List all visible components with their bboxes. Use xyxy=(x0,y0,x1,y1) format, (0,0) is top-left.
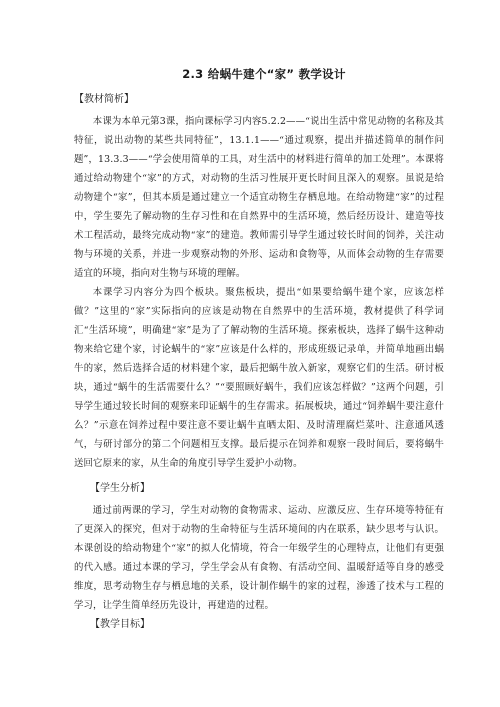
paragraph: 通过前两课的学习，学生对动物的食物需求、运动、应激反应、生存环境等特征有了更深入的探究，但对于动物的生命特征与生活环境间的内在联系，缺少思考与认识。本课创设的给动物建个“家”的拟人化情境，符合一年级学生的心理特点，让他们有更强的代入感。通过本课的学习，学生学会从有食物、有活动空间、温暖舒适等自身的感受维度，思考动物生存与栖息地的关系，设计制作蜗牛的家的过程，渗透了技术与工程的学习，让学生简单经历先设计，再建造的过程。 xyxy=(74,505,444,611)
section-heading-student-analysis: 【学生分析】 xyxy=(90,483,150,494)
paragraph: 本课为本单元第3课，指向课标学习内容5.2.2——“说出生活中常见动物的名称及其特征，说出动物的某些共同特征”，13.1.1——“通过观察，提出并描述简单的制作问题”，13.3.3——“学会使用简单的工具，对生活中的材料进行简单的加工处理”。本课将通过给动物建个“家”的方式，对动物的生活习性展开更长时间且深入的观察。虽说是给动物建个“家”，但其本质是通过建立一个适宜动物生存栖息地。在给动物建“家”的过程中，学生要先了解动物的生存习性和在自然界中的生活环境，然后经历设计、建造等技术工程活动，最终完成动物“家”的建造。教师需引导学生通过较长时间的饲养，关注动物与环境的关系，并进一步观察动物的外形、运动和食物等，从而体会动物的生存需要适宜的环境，指向对生物与环境的理解。 xyxy=(74,116,444,279)
section-heading-textbook-analysis: 【教材简析】 xyxy=(74,94,134,105)
paragraph: 本课学习内容分为四个板块。聚焦板块，提出“如果要给蜗牛建个家，应该怎样做？”这里的“家”实际指向的应该是动物在自然界中的生活环境，教材提供了科学词汇“生活环境”，明确建“家”是为了了解动物的生活环境。探索板块，选择了蜗牛这种动物来给它建个家，讨论蜗牛的“家”应该是什么样的，形成班级记录单，并简单地画出蜗牛的家，然后选择合适的材料建个家，最后把蜗牛放入新家，观察它们的生活。研讨板块，通过“蜗牛的生活需要什么？”“要照顾好蜗牛，我们应该怎样做？”这两个问题，引导学生通过较长时间的观察来印证蜗牛的生存需求。拓展板块，通过“饲养蜗牛要注意什么？”示意在饲养过程中要注意不要让蜗牛直晒太阳、及时清理腐烂菜叶、注意通风透气，与研讨部分的第二个问题相互支撑。最后提示在饲养和观察一段时间后，要将蜗牛送回它原来的家，从生命的角度引导学生爱护小动物。 xyxy=(74,287,444,469)
section-heading-teaching-goals: 【教学目标】 xyxy=(90,619,150,630)
spacer xyxy=(74,473,444,479)
document-title: 2.3 给蜗牛建个“家” 教学设计 xyxy=(182,67,346,81)
